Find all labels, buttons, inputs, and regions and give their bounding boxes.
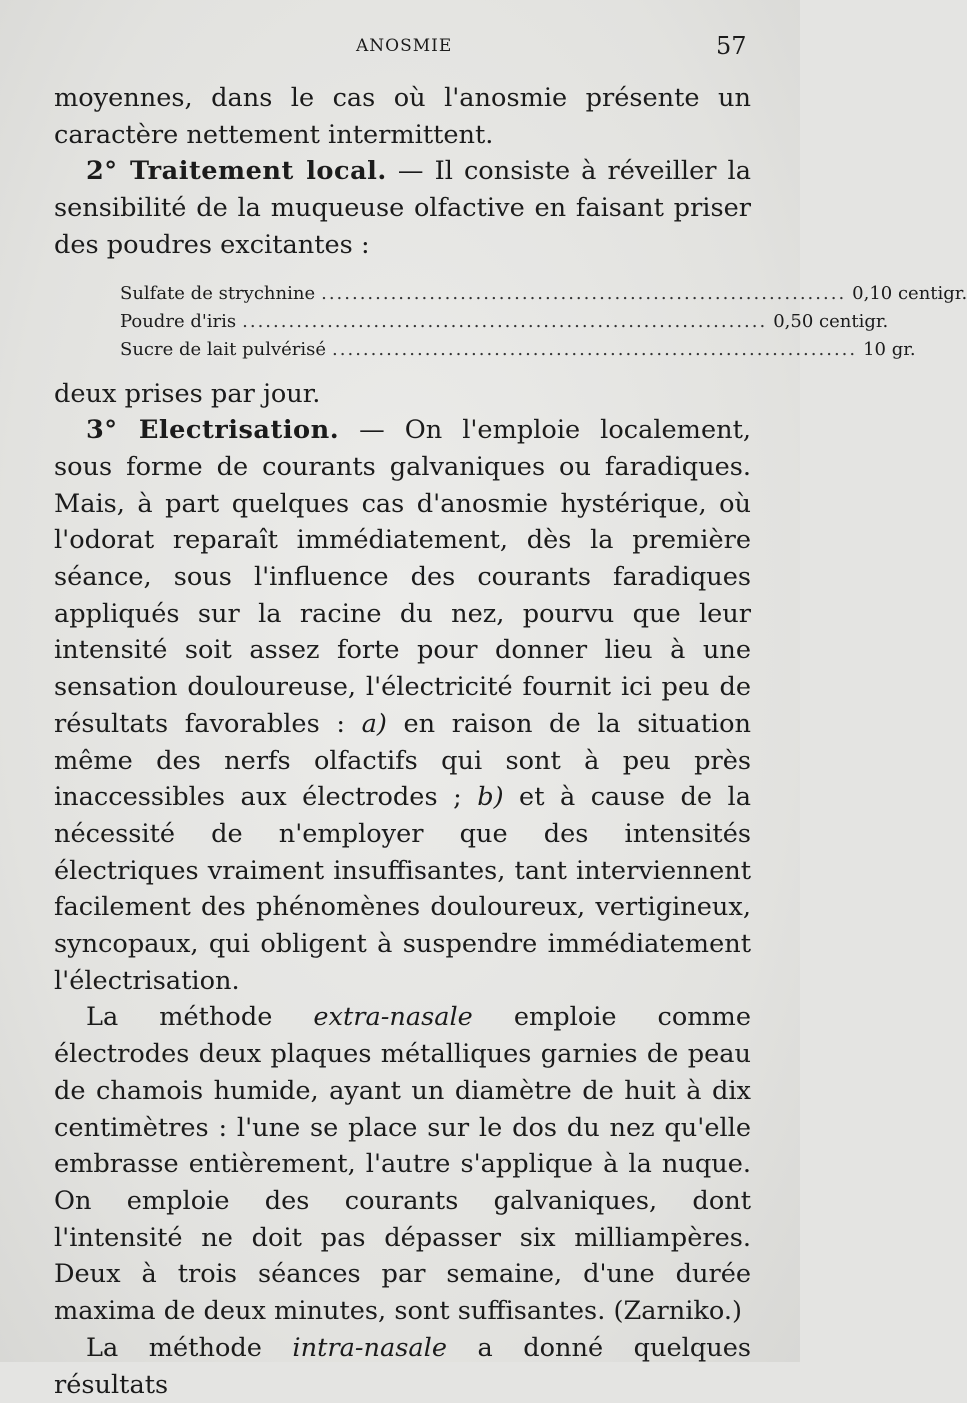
formula-ingredient: Sulfate de strychnine <box>120 282 316 304</box>
paragraph-extra-nasal <box>54 999 751 1329</box>
formula-quantity: 10 gr. <box>863 338 916 360</box>
paragraph-lead: La méthode <box>86 1002 314 1033</box>
paragraph-intra-nasal-text: a donné quelques résultats <box>54 1332 752 1400</box>
body-text <box>54 80 967 1403</box>
paragraph-intra-nasal <box>54 1330 751 1403</box>
formula-quantity: 0,50 centigr. <box>773 310 889 332</box>
term-intra-nasale: intra-nasale <box>292 1332 447 1363</box>
formula-row <box>120 280 967 308</box>
paragraph-extra-nasal-text: emploie comme électrodes deux plaques métalliques garnies de peau de chamois humide, ayant un diamètre de huit à dix centimètres : l'une se place sur le dos du nez qu'elle embrasse entièrement, l'autre s'applique à la nuque. On emploie des courants galvaniques, dont l'intensité ne doit pas dépasser six milliampères. Deux à trois séances par semaine, d'une durée maxima de deux minutes, sont suffisantes. (Zarniko.) <box>54 1002 751 1327</box>
list-marker-b: b) <box>477 782 504 813</box>
section-heading-electrisation: 3° Electrisation. <box>86 415 340 446</box>
leader-dots: .................................................................... <box>242 310 768 332</box>
paragraph-lead: La méthode <box>86 1332 293 1363</box>
formula-quantity: 0,10 centigr. <box>852 282 967 304</box>
paragraph-electrisation <box>54 412 751 999</box>
leader-dots: .................................................................... <box>332 338 858 360</box>
formula-row <box>120 336 916 364</box>
paragraph-local-treatment <box>54 153 751 263</box>
section-heading-local: 2° Traitement local. <box>86 156 387 187</box>
prescription-formula <box>120 280 967 364</box>
paragraph-dosage: deux prises par jour. <box>54 378 321 409</box>
paragraph-intro: moyennes, dans le cas où l'anosmie présente un caractère nettement intermittent. <box>54 83 751 150</box>
formula-ingredient: Poudre d'iris <box>120 310 237 332</box>
running-head: ANOSMIE <box>356 36 453 56</box>
paragraph-electrisation-text: — On l'emploie localement, sous forme de courants galvaniques ou faradiques. Mais, à part quelques cas d'anosmie hystérique, où l'odorat reparaît immédiatement, dès la première séance, sous l'influence des courants faradiques appliqués sur la racine du nez, pourvu que leur intensité soit assez forte pour donner lieu à une sensation douloureuse, l'électricité fournit ici peu de résultats favorables : <box>54 415 751 739</box>
paragraph-electrisation-text-c: et à cause de la nécessité de n'employer que des intensités électriques vraiment insuffisantes, tant interviennent facilement des phénomènes douloureux, vertigineux, syncopaux, qui obligent à suspendre immédiatement l'électrisation. <box>54 782 751 996</box>
list-marker-a: a) <box>361 708 387 739</box>
paragraph-electrisation-text-b: en raison de la situation même des nerfs olfactifs qui sont à peu près inaccessibles aux électrodes ; <box>54 708 751 813</box>
formula-row <box>120 308 889 336</box>
term-extra-nasale: extra-nasale <box>313 1002 473 1033</box>
paragraph-local-text: — Il consiste à réveiller la sensibilité de la muqueuse olfactive en faisant priser des poudres excitantes : <box>54 156 751 260</box>
page-number: 57 <box>716 32 747 60</box>
formula-ingredient: Sucre de lait pulvérisé <box>120 338 327 360</box>
leader-dots: .................................................................... <box>321 282 847 304</box>
